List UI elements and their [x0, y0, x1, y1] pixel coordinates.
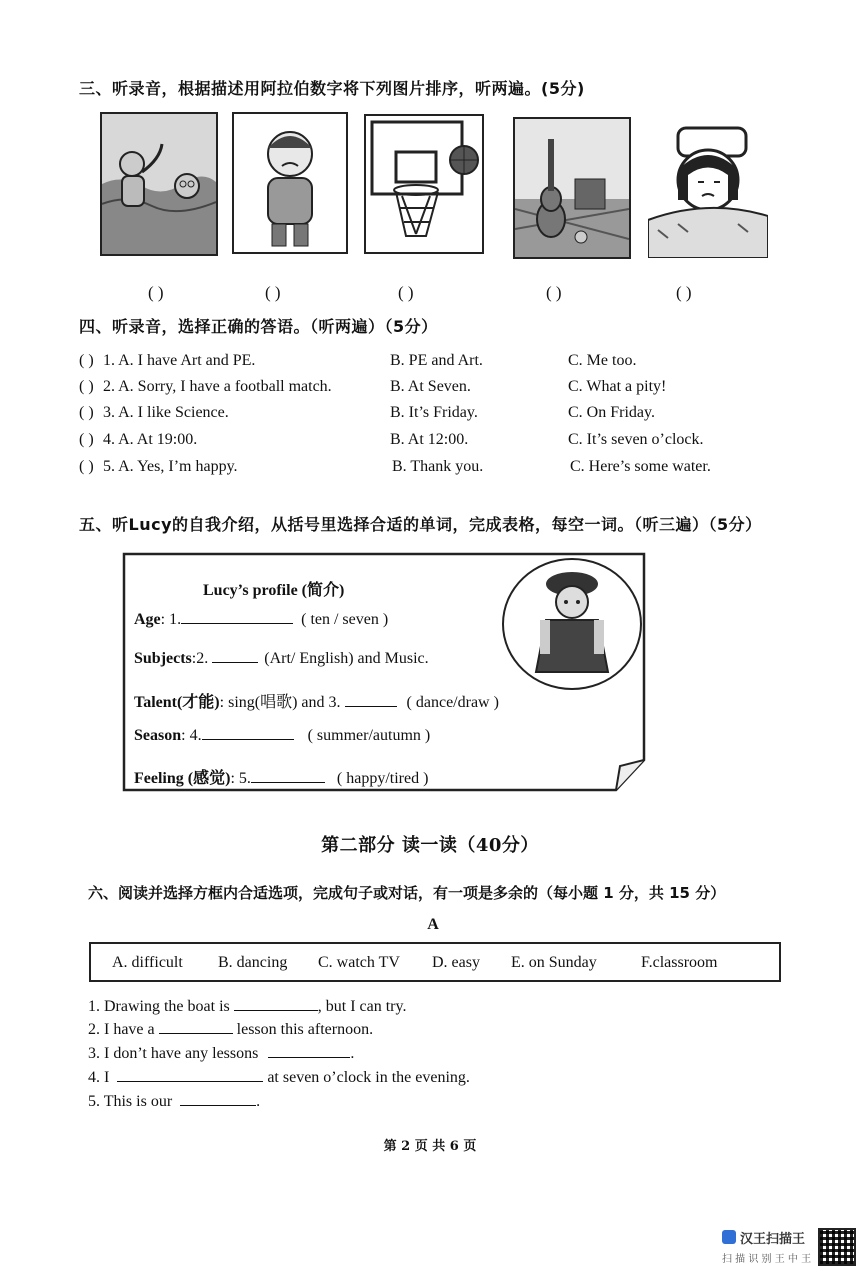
- row-options: (Art/ English) and Music.: [264, 650, 429, 667]
- section5-title: 五、听Lucy的自我介绍，从括号里选择合适的单词，完成表格，每空一词。（听三遍）（5分）: [79, 515, 762, 534]
- option-a: 5. A. Yes, I’m happy.: [103, 458, 238, 475]
- option-c: C. It’s seven o’clock.: [568, 431, 704, 448]
- watermark-brand: 汉王扫描王: [740, 1232, 806, 1247]
- sentence-text: 1. Drawing the boat is: [88, 998, 230, 1015]
- sentence-4: [88, 1069, 470, 1087]
- blank-4[interactable]: [202, 739, 294, 740]
- row-label: Age: [134, 611, 161, 628]
- swimming-people-icon: [100, 112, 218, 256]
- sentence-text: 5. This is our: [88, 1093, 173, 1110]
- answer-paren[interactable]: ( ): [79, 431, 94, 448]
- sick-girl-in-bed-icon: [648, 120, 768, 258]
- sentence-blank[interactable]: [117, 1081, 263, 1082]
- sentence-2: [88, 1021, 373, 1039]
- sentence-blank[interactable]: [268, 1057, 350, 1058]
- sentence-3: [88, 1045, 354, 1063]
- profile-row-season: [134, 727, 430, 745]
- guitar-picnic-icon: [513, 117, 631, 259]
- section6-title: 六、阅读并选择方框内合适选项，完成句子或对话，有一项是多余的（每小题 1 分，共 15 分）: [88, 884, 726, 902]
- answer-paren-3[interactable]: ( ): [398, 283, 414, 302]
- blank-3[interactable]: [345, 706, 397, 707]
- basketball-hoop-icon: [364, 114, 484, 254]
- row-label: Talent(才能): [134, 694, 220, 711]
- watermark-tagline: 扫 描 识 别 王 中 王: [722, 1254, 812, 1265]
- sentence-1: [88, 998, 406, 1016]
- word-option: D. easy: [432, 954, 480, 971]
- answer-paren-1[interactable]: ( ): [148, 283, 164, 302]
- sentence-text: 3. I don’t have any lessons: [88, 1045, 259, 1062]
- row-sep: : sing(唱歌) and 3.: [219, 694, 341, 711]
- option-b: B. PE and Art.: [390, 352, 483, 369]
- profile-row-talent: [134, 689, 499, 712]
- option-b: B. At 12:00.: [390, 431, 469, 448]
- row-options: ( dance/draw ): [406, 694, 499, 711]
- word-option: B. dancing: [218, 954, 288, 971]
- option-b: B. It’s Friday.: [390, 404, 478, 421]
- sentence-text: , but I can try.: [317, 998, 407, 1015]
- sentence-text: 2. I have a: [88, 1021, 155, 1038]
- profile-row-subjects: [134, 650, 429, 668]
- blank-5[interactable]: [251, 782, 325, 783]
- blank-2[interactable]: [212, 662, 258, 663]
- option-b: B. At Seven.: [390, 378, 471, 395]
- answer-paren-2[interactable]: ( ): [265, 283, 281, 302]
- sentence-blank[interactable]: [234, 1010, 318, 1011]
- girl-portrait-icon: [502, 558, 642, 690]
- sad-boy-icon: [232, 112, 348, 254]
- row-sep: : 4.: [181, 727, 202, 744]
- qr-code-icon[interactable]: [818, 1228, 856, 1266]
- section4-title: 四、听录音，选择正确的答语。（听两遍）（5分）: [79, 317, 438, 336]
- option-a: 2. A. Sorry, I have a football match.: [103, 378, 332, 395]
- row-options: ( summer/autumn ): [307, 727, 431, 744]
- sentence-5: [88, 1093, 260, 1111]
- sentence-text: .: [350, 1045, 355, 1062]
- row-label: Feeling (感觉): [134, 770, 231, 787]
- answer-paren[interactable]: ( ): [79, 352, 94, 369]
- row-label: Subjects: [134, 650, 192, 667]
- scanner-logo-icon: [722, 1230, 736, 1244]
- sentence-blank[interactable]: [159, 1033, 233, 1034]
- answer-paren-5[interactable]: ( ): [676, 283, 692, 302]
- row-sep: : 5.: [230, 770, 251, 787]
- sentence-text: lesson this afternoon.: [232, 1021, 374, 1038]
- answer-paren-4[interactable]: ( ): [546, 283, 562, 302]
- row-sep: : 1.: [160, 611, 182, 628]
- section3-title: 三、听录音，根据描述用阿拉伯数字将下列图片排序，听两遍。(5分): [79, 79, 585, 98]
- row-options: ( happy/tired ): [336, 770, 429, 787]
- word-option: E. on Sunday: [511, 954, 597, 971]
- option-a: 1. A. I have Art and PE.: [103, 352, 256, 369]
- option-c: C. Here’s some water.: [570, 458, 711, 475]
- sentence-blank[interactable]: [180, 1105, 256, 1106]
- word-bank: [89, 942, 781, 982]
- option-a: 3. A. I like Science.: [103, 404, 229, 421]
- part2-title: 第二部分 读一读（40分）: [321, 835, 539, 856]
- row-label: Season: [134, 727, 182, 744]
- row-sep: :2.: [191, 650, 209, 667]
- answer-paren[interactable]: ( ): [79, 404, 94, 421]
- section6-subtitle: A: [427, 916, 439, 933]
- word-option: F.classroom: [641, 954, 718, 971]
- profile-row-feeling: [134, 765, 428, 788]
- sentence-text: at seven o’clock in the evening.: [263, 1069, 470, 1086]
- blank-1[interactable]: [181, 623, 293, 624]
- word-option: A. difficult: [112, 954, 183, 971]
- page-number: 第 2 页 共 6 页: [383, 1139, 477, 1154]
- option-c: C. On Friday.: [568, 404, 655, 421]
- answer-paren[interactable]: ( ): [79, 458, 94, 475]
- option-c: C. What a pity!: [568, 378, 667, 395]
- option-a: 4. A. At 19:00.: [103, 431, 198, 448]
- profile-row-age: [134, 611, 388, 629]
- sentence-text: 4. I: [88, 1069, 110, 1086]
- answer-paren[interactable]: ( ): [79, 378, 94, 395]
- word-option: C. watch TV: [318, 954, 400, 971]
- option-c: C. Me too.: [568, 352, 637, 369]
- row-options: ( ten / seven ): [301, 611, 389, 628]
- sentence-text: .: [256, 1093, 261, 1110]
- option-b: B. Thank you.: [392, 458, 484, 475]
- profile-title: Lucy’s profile (简介): [203, 582, 345, 599]
